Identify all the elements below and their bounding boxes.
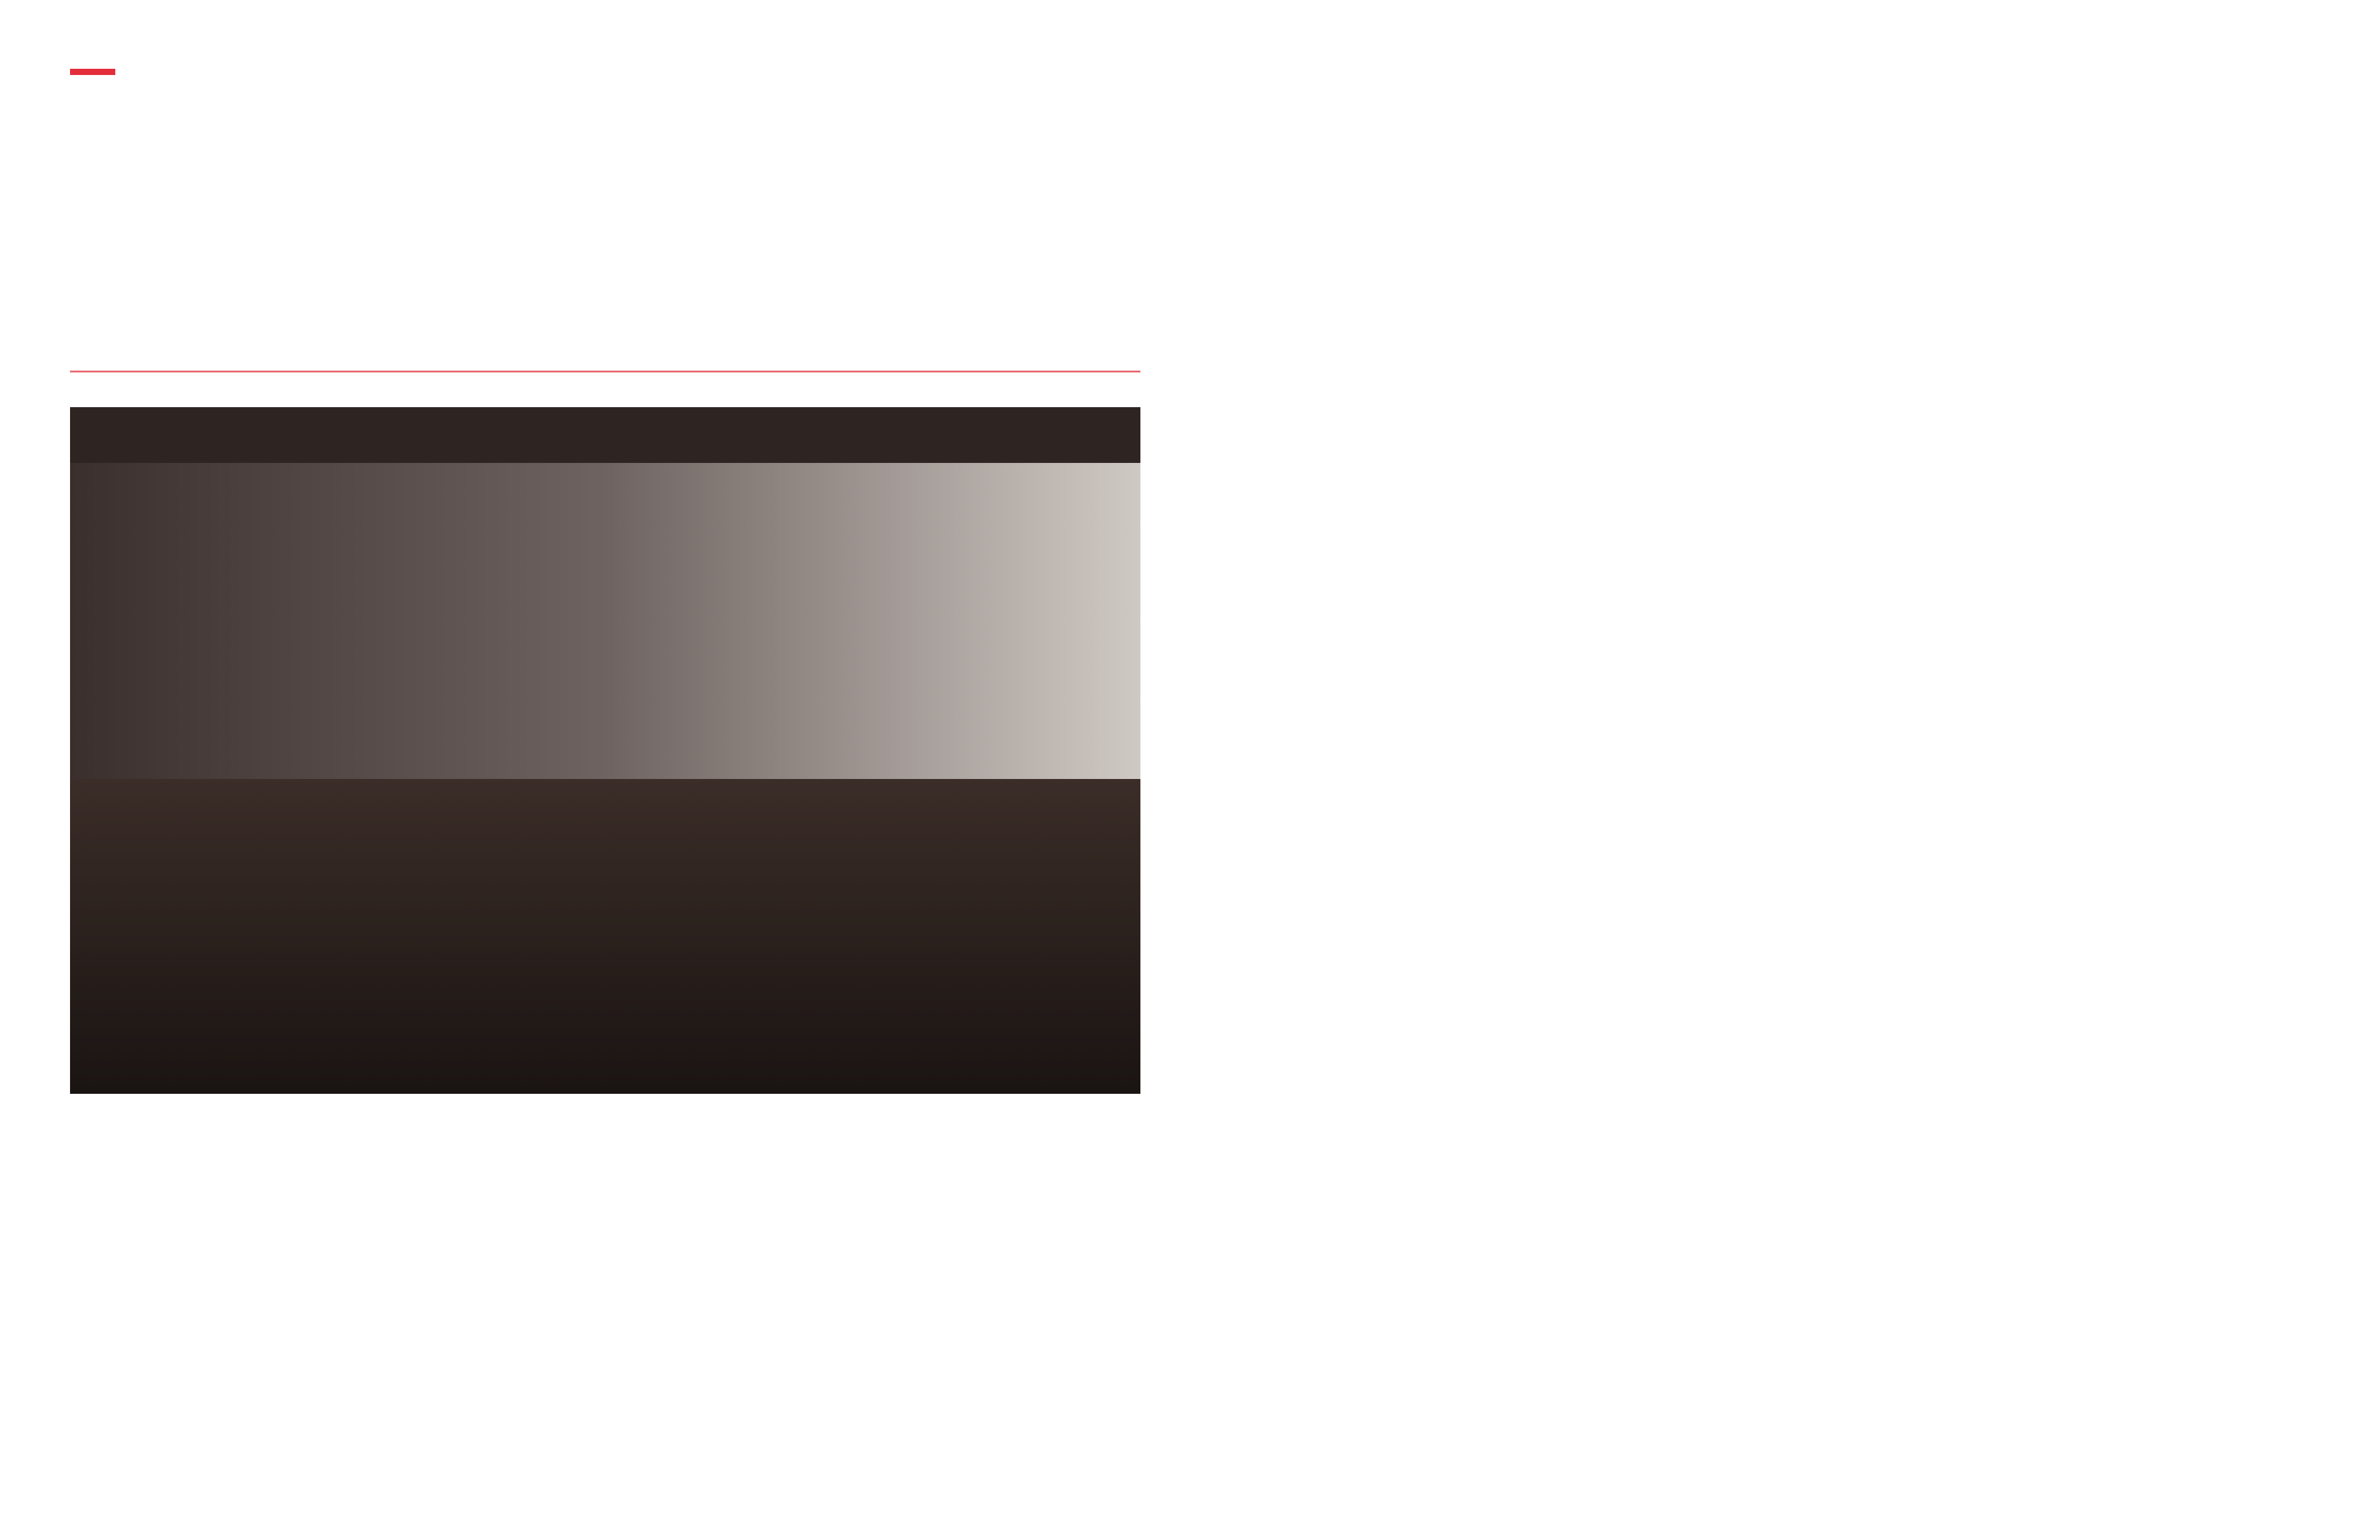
- headline-divider: [70, 371, 1140, 372]
- spring-meeting-photo: [70, 407, 1140, 1094]
- section-accent-bar: [70, 69, 115, 75]
